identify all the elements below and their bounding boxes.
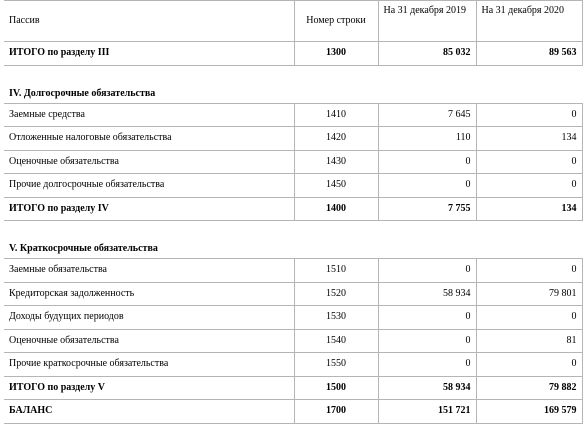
total-row <box>4 42 582 66</box>
row-label-cell: Оценочные обязательства <box>4 329 294 353</box>
row-label-cell: ИТОГО по разделу V <box>4 376 294 400</box>
line-number-cell: 1520 <box>294 282 378 306</box>
value-2019-cell: 151 721 <box>378 400 476 424</box>
header-line-number: Номер строки <box>294 1 378 42</box>
total-row <box>4 376 582 400</box>
value-2019-cell: 7 755 <box>378 197 476 221</box>
row-label-cell: Заемные обязательства <box>4 259 294 283</box>
value-2020-cell: 79 801 <box>476 282 582 306</box>
value-2019-cell: 0 <box>378 353 476 377</box>
line-number-cell: 1550 <box>294 353 378 377</box>
value-2019-cell: 7 645 <box>378 103 476 127</box>
value-2020-cell: 0 <box>476 353 582 377</box>
table-row <box>4 306 582 330</box>
section-title: V. Краткосрочные обязательства <box>4 221 582 259</box>
table-row <box>4 282 582 306</box>
value-2019-cell: 58 934 <box>378 376 476 400</box>
section-header-row <box>4 221 582 259</box>
value-2020-cell: 81 <box>476 329 582 353</box>
value-2020-cell: 134 <box>476 127 582 151</box>
table-row <box>4 127 582 151</box>
row-label-cell: Оценочные обязательства <box>4 150 294 174</box>
row-label-cell: Прочие долгосрочные обязательства <box>4 174 294 198</box>
value-2019-cell: 0 <box>378 150 476 174</box>
row-label-cell: Кредиторская задолженность <box>4 282 294 306</box>
value-2020-cell: 0 <box>476 259 582 283</box>
row-label-cell: Доходы будущих периодов <box>4 306 294 330</box>
section-header-row <box>4 65 582 103</box>
header-year-2020: На 31 декабря 2020 <box>476 1 582 42</box>
value-2019-cell: 0 <box>378 306 476 330</box>
table-header-row <box>4 1 582 42</box>
row-label-cell: БАЛАНС <box>4 400 294 424</box>
row-label-cell: ИТОГО по разделу III <box>4 42 294 66</box>
table-body <box>4 42 582 424</box>
value-2019-cell: 85 032 <box>378 42 476 66</box>
line-number-cell: 1400 <box>294 197 378 221</box>
line-number-cell: 1510 <box>294 259 378 283</box>
line-number-cell: 1430 <box>294 150 378 174</box>
table-row <box>4 103 582 127</box>
row-label-cell: ИТОГО по разделу IV <box>4 197 294 221</box>
value-2020-cell: 89 563 <box>476 42 582 66</box>
table-row <box>4 353 582 377</box>
value-2020-cell: 0 <box>476 306 582 330</box>
value-2019-cell: 58 934 <box>378 282 476 306</box>
header-year-2019: На 31 декабря 2019 <box>378 1 476 42</box>
value-2020-cell: 0 <box>476 174 582 198</box>
line-number-cell: 1540 <box>294 329 378 353</box>
total-row <box>4 400 582 424</box>
total-row <box>4 197 582 221</box>
row-label-cell: Отложенные налоговые обязательства <box>4 127 294 151</box>
balance-sheet-liabilities-table <box>4 0 583 424</box>
section-title: IV. Долгосрочные обязательства <box>4 65 582 103</box>
table-row <box>4 174 582 198</box>
header-liabilities: Пассив <box>4 1 294 42</box>
line-number-cell: 1530 <box>294 306 378 330</box>
value-2019-cell: 110 <box>378 127 476 151</box>
line-number-cell: 1700 <box>294 400 378 424</box>
table-row <box>4 150 582 174</box>
value-2020-cell: 169 579 <box>476 400 582 424</box>
value-2020-cell: 0 <box>476 150 582 174</box>
line-number-cell: 1300 <box>294 42 378 66</box>
line-number-cell: 1500 <box>294 376 378 400</box>
value-2019-cell: 0 <box>378 329 476 353</box>
line-number-cell: 1450 <box>294 174 378 198</box>
line-number-cell: 1420 <box>294 127 378 151</box>
table-row <box>4 259 582 283</box>
line-number-cell: 1410 <box>294 103 378 127</box>
value-2020-cell: 134 <box>476 197 582 221</box>
value-2019-cell: 0 <box>378 259 476 283</box>
table-row <box>4 329 582 353</box>
row-label-cell: Заемные средства <box>4 103 294 127</box>
value-2019-cell: 0 <box>378 174 476 198</box>
value-2020-cell: 0 <box>476 103 582 127</box>
row-label-cell: Прочие краткосрочные обязательства <box>4 353 294 377</box>
value-2020-cell: 79 882 <box>476 376 582 400</box>
